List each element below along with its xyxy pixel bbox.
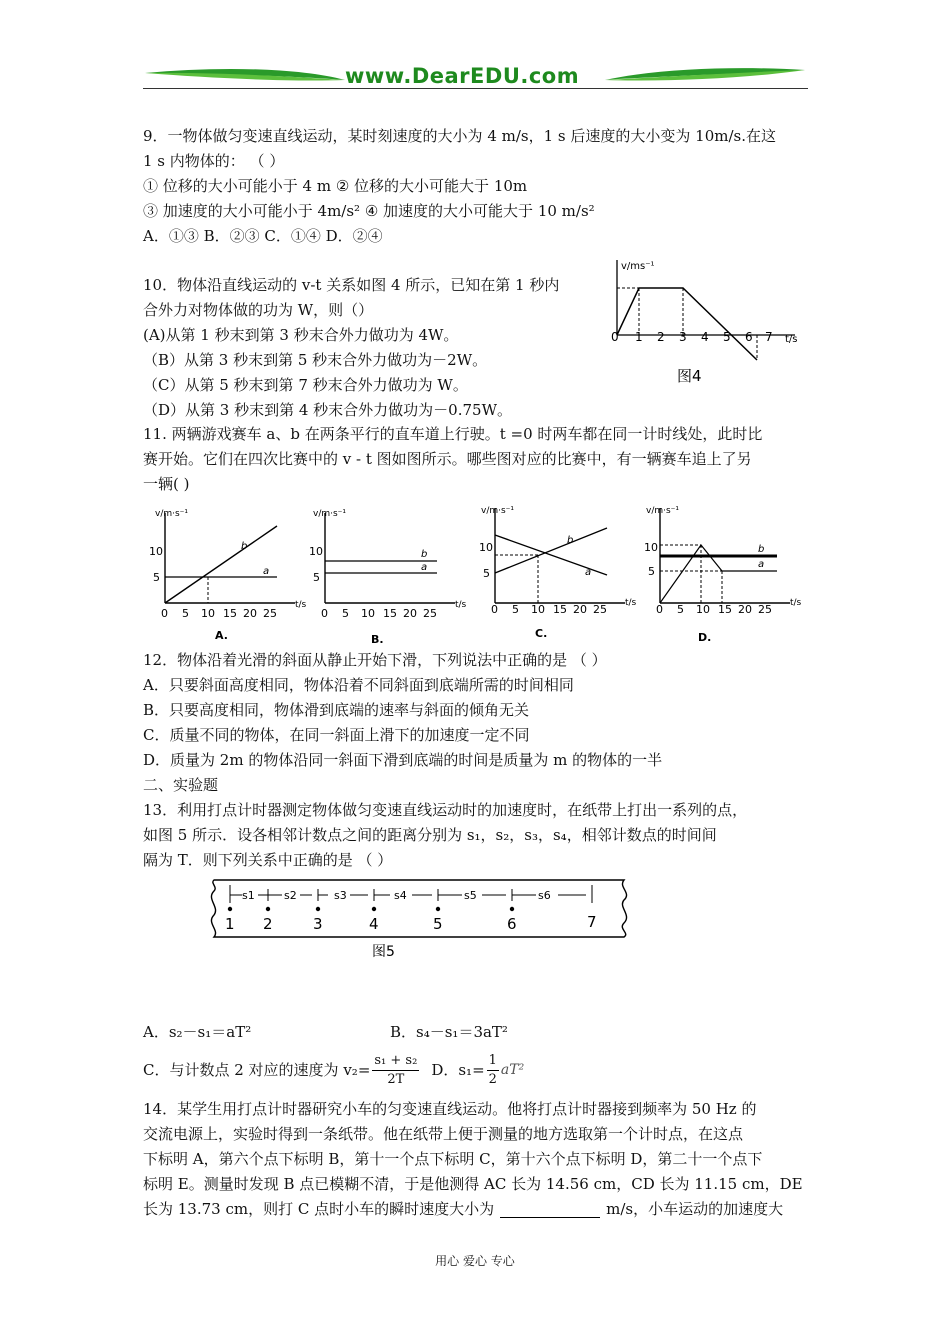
svg-text:5: 5 — [677, 603, 684, 616]
q10-option-d: （D）从第 3 秒末到第 4 秒末合外力做功为－0.75W。 — [143, 401, 513, 419]
q13-option-d: D．s₁= — [431, 1061, 485, 1079]
q13-point: 3 — [313, 915, 323, 933]
q14-line5-start: 长为 13.73 cm，则打 C 点时小车的瞬时速度大小为 — [143, 1200, 495, 1218]
svg-text:0: 0 — [656, 603, 663, 616]
q10-x-label: t/s — [785, 334, 798, 345]
q9-line2: 1 s 内物体的： （ ） — [143, 152, 285, 170]
q11-panel-c — [479, 506, 637, 640]
svg-text:25: 25 — [758, 603, 772, 616]
q13-point: 4 — [369, 915, 379, 933]
header-rule — [143, 88, 808, 89]
q13-line1: 13．利用打点计时器测定物体做匀变速直线运动时的加速度时，在纸带上打出一系列的点， — [143, 801, 748, 819]
q10-option-c: （C）从第 5 秒末到第 7 秒末合外力做功为 W。 — [143, 376, 468, 394]
q10-line2: 合外力对物体做的功为 W，则（） — [143, 301, 374, 319]
q13-fraction-c — [372, 1052, 419, 1089]
svg-text:25: 25 — [263, 607, 277, 620]
q13-segment: s2 — [284, 889, 297, 902]
svg-text:25: 25 — [423, 607, 437, 620]
q13-segment: s4 — [394, 889, 407, 902]
svg-text:5: 5 — [342, 607, 349, 620]
q13-option-b: B．s₄－s₁＝3aT² — [390, 1023, 508, 1041]
svg-text:b: b — [567, 535, 574, 546]
svg-text:15: 15 — [223, 607, 237, 620]
svg-text:5: 5 — [182, 607, 189, 620]
svg-text:5: 5 — [648, 565, 655, 578]
q13-option-c: C．与计数点 2 对应的速度为 v₂= — [143, 1061, 371, 1079]
q11-line1: 11. 两辆游戏赛车 a、b 在两条平行的直车道上行驶。t =0 时两车都在同一计时线处，此时比 — [143, 425, 763, 443]
fraction-denominator: 2T — [387, 1071, 405, 1087]
site-logo-text: www.DearEDU.com — [345, 64, 580, 88]
q11-panel-label: B. — [371, 633, 384, 645]
q11-panel-d — [644, 506, 802, 644]
svg-text:10: 10 — [149, 545, 163, 558]
q10-option-a: (A)从第 1 秒末到第 3 秒末合外力做功为 4W。 — [143, 326, 459, 344]
svg-text:10: 10 — [644, 541, 658, 554]
q13-segment: s6 — [538, 889, 551, 902]
svg-text:15: 15 — [383, 607, 397, 620]
svg-text:b: b — [421, 549, 428, 560]
svg-text:t/s: t/s — [790, 598, 802, 608]
q11-panel-label: D. — [698, 631, 712, 644]
q14-line5-end: m/s，小车运动的加速度大 — [606, 1200, 784, 1218]
svg-text:5: 5 — [483, 567, 490, 580]
svg-text:20: 20 — [243, 607, 257, 620]
q12-option-a: A．只要斜面高度相同，物体沿着不同斜面到底端所需的时间相同 — [143, 676, 574, 694]
q10-line1: 10．物体沿直线运动的 v-t 关系如图 4 所示，已知在第 1 秒内 — [143, 276, 560, 294]
svg-text:15: 15 — [553, 603, 567, 616]
q13-point: 7 — [587, 913, 597, 931]
svg-text:0: 0 — [491, 603, 498, 616]
q12-option-b: B．只要高度相同，物体滑到底端的速率与斜面的倾角无关 — [143, 701, 530, 719]
answer-blank[interactable] — [500, 1199, 600, 1218]
q13-line2: 如图 5 所示．设各相邻计数点之间的距离分别为 s₁，s₂，s₃，s₄，相邻计数点的时间间 — [143, 826, 717, 844]
svg-text:t/s: t/s — [455, 600, 467, 610]
svg-text:v/m·s⁻¹: v/m·s⁻¹ — [481, 506, 515, 516]
svg-text:10: 10 — [479, 541, 493, 554]
q12-option-d: D．质量为 2m 的物体沿同一斜面下滑到底端的时间是质量为 m 的物体的一半 — [143, 751, 663, 769]
q11-graphs — [145, 503, 810, 645]
svg-text:a: a — [758, 559, 765, 570]
q10-tick: 0 — [611, 330, 619, 344]
q10-fig-caption: 图4 — [677, 367, 702, 385]
q13-option-a: A．s₂－s₁＝aT² — [143, 1023, 252, 1041]
q13-tape — [211, 880, 626, 937]
svg-text:v/m·s⁻¹: v/m·s⁻¹ — [646, 506, 680, 516]
svg-text:20: 20 — [573, 603, 587, 616]
svg-text:25: 25 — [593, 603, 607, 616]
q13-segment: s1 — [242, 889, 255, 902]
q10-tick: 3 — [679, 330, 687, 344]
q10-tick: 7 — [765, 330, 773, 344]
q10-tick: 1 — [635, 330, 643, 344]
q10-vt-graph — [605, 255, 805, 390]
svg-text:10: 10 — [361, 607, 375, 620]
q10-y-label: v/ms⁻¹ — [621, 261, 655, 272]
q12-line1: 12．物体沿着光滑的斜面从静止开始下滑，下列说法中正确的是 （ ） — [143, 651, 607, 669]
svg-text:b: b — [758, 544, 765, 555]
q13-point: 1 — [225, 915, 235, 933]
svg-text:v/m·s⁻¹: v/m·s⁻¹ — [155, 509, 189, 519]
q14-line4: 标明 E。测量时发现 B 点已模糊不清，于是他测得 AC 长为 14.56 cm，CD 长为 11.15 cm，DE — [143, 1175, 803, 1193]
q13-point: 5 — [433, 915, 443, 933]
q13-segment: s5 — [464, 889, 477, 902]
q13-option-d-suffix: aT² — [500, 1062, 525, 1078]
svg-text:10: 10 — [696, 603, 710, 616]
q13-option-c-row — [143, 1048, 524, 1092]
q10-option-b: （B）从第 3 秒末到第 5 秒末合外力做功为－2W。 — [143, 351, 488, 369]
q9-options: A．①③ B．②③ C．①④ D．②④ — [143, 227, 383, 245]
svg-text:a: a — [263, 566, 270, 577]
svg-text:0: 0 — [161, 607, 168, 620]
svg-text:5: 5 — [512, 603, 519, 616]
q13-point: 6 — [507, 915, 517, 933]
q14-line2: 交流电源上，实验时得到一条纸带。他在纸带上便于测量的地方选取第一个计时点，在这点 — [143, 1125, 744, 1143]
q13-fraction-d — [487, 1052, 499, 1089]
q13-fig-caption: 图5 — [372, 944, 395, 960]
fraction-numerator: 1 — [487, 1052, 499, 1071]
q14-line5 — [143, 1197, 783, 1221]
svg-text:10: 10 — [309, 545, 323, 558]
q9-line4: ③ 加速度的大小可能小于 4m/s² ④ 加速度的大小可能大于 10 m/s² — [143, 202, 595, 220]
fraction-denominator: 2 — [488, 1071, 497, 1087]
q14-line1: 14．某学生用打点计时器研究小车的匀变速直线运动。他将打点计时器接到频率为 50 Hz 的 — [143, 1100, 757, 1118]
q10-tick: 6 — [745, 330, 753, 344]
q11-line2: 赛开始。它们在四次比赛中的 v - t 图如图所示。哪些图对应的比赛中，有一辆赛车追上了另 — [143, 450, 752, 468]
q14-line3: 下标明 A，第六个点下标明 B，第十一个点下标明 C，第十六个点下标明 D，第二十一个点下 — [143, 1150, 763, 1168]
q11-panel-label: A. — [215, 629, 228, 642]
svg-text:10: 10 — [531, 603, 545, 616]
q13-line3: 隔为 T．则下列关系中正确的是 （ ） — [143, 851, 393, 869]
q10-ticks — [611, 330, 773, 344]
svg-text:10: 10 — [201, 607, 215, 620]
q13-point: 2 — [263, 915, 273, 933]
svg-text:t/s: t/s — [295, 600, 307, 610]
svg-text:5: 5 — [313, 571, 320, 584]
q11-panel-label: C. — [535, 627, 548, 640]
q11-panel-a — [149, 509, 307, 642]
q11-a-line-b — [165, 526, 277, 603]
page-footer: 用心 爱心 专心 — [435, 1254, 515, 1268]
q10-tick: 4 — [701, 330, 709, 344]
q9-line3: ① 位移的大小可能小于 4 m ② 位移的大小可能大于 10m — [143, 177, 528, 195]
svg-text:5: 5 — [153, 571, 160, 584]
q13-tape-figure — [200, 875, 640, 965]
q13-segment: s3 — [334, 889, 347, 902]
svg-text:b: b — [241, 541, 248, 552]
q11-line3: 一辆( ) — [143, 475, 190, 493]
svg-text:0: 0 — [321, 607, 328, 620]
q12-option-c: C．质量不同的物体，在同一斜面上滑下的加速度一定不同 — [143, 726, 530, 744]
svg-text:v/m·s⁻¹: v/m·s⁻¹ — [313, 509, 347, 519]
fraction-numerator: s₁ + s₂ — [372, 1052, 419, 1071]
svg-text:20: 20 — [738, 603, 752, 616]
section-heading-experiment: 二、实验题 — [143, 776, 219, 794]
svg-text:a: a — [585, 567, 592, 578]
svg-text:t/s: t/s — [625, 598, 637, 608]
q11-panel-b — [309, 509, 467, 645]
svg-text:20: 20 — [403, 607, 417, 620]
svg-text:15: 15 — [718, 603, 732, 616]
svg-text:a: a — [421, 562, 428, 573]
q10-tick: 2 — [657, 330, 665, 344]
q10-tick: 5 — [723, 330, 731, 344]
q9-line1: 9．一物体做匀变速直线运动，某时刻速度的大小为 4 m/s，1 s 后速度的大小变为 10m/s.在这 — [143, 127, 776, 145]
q10-vt-line — [617, 288, 757, 360]
